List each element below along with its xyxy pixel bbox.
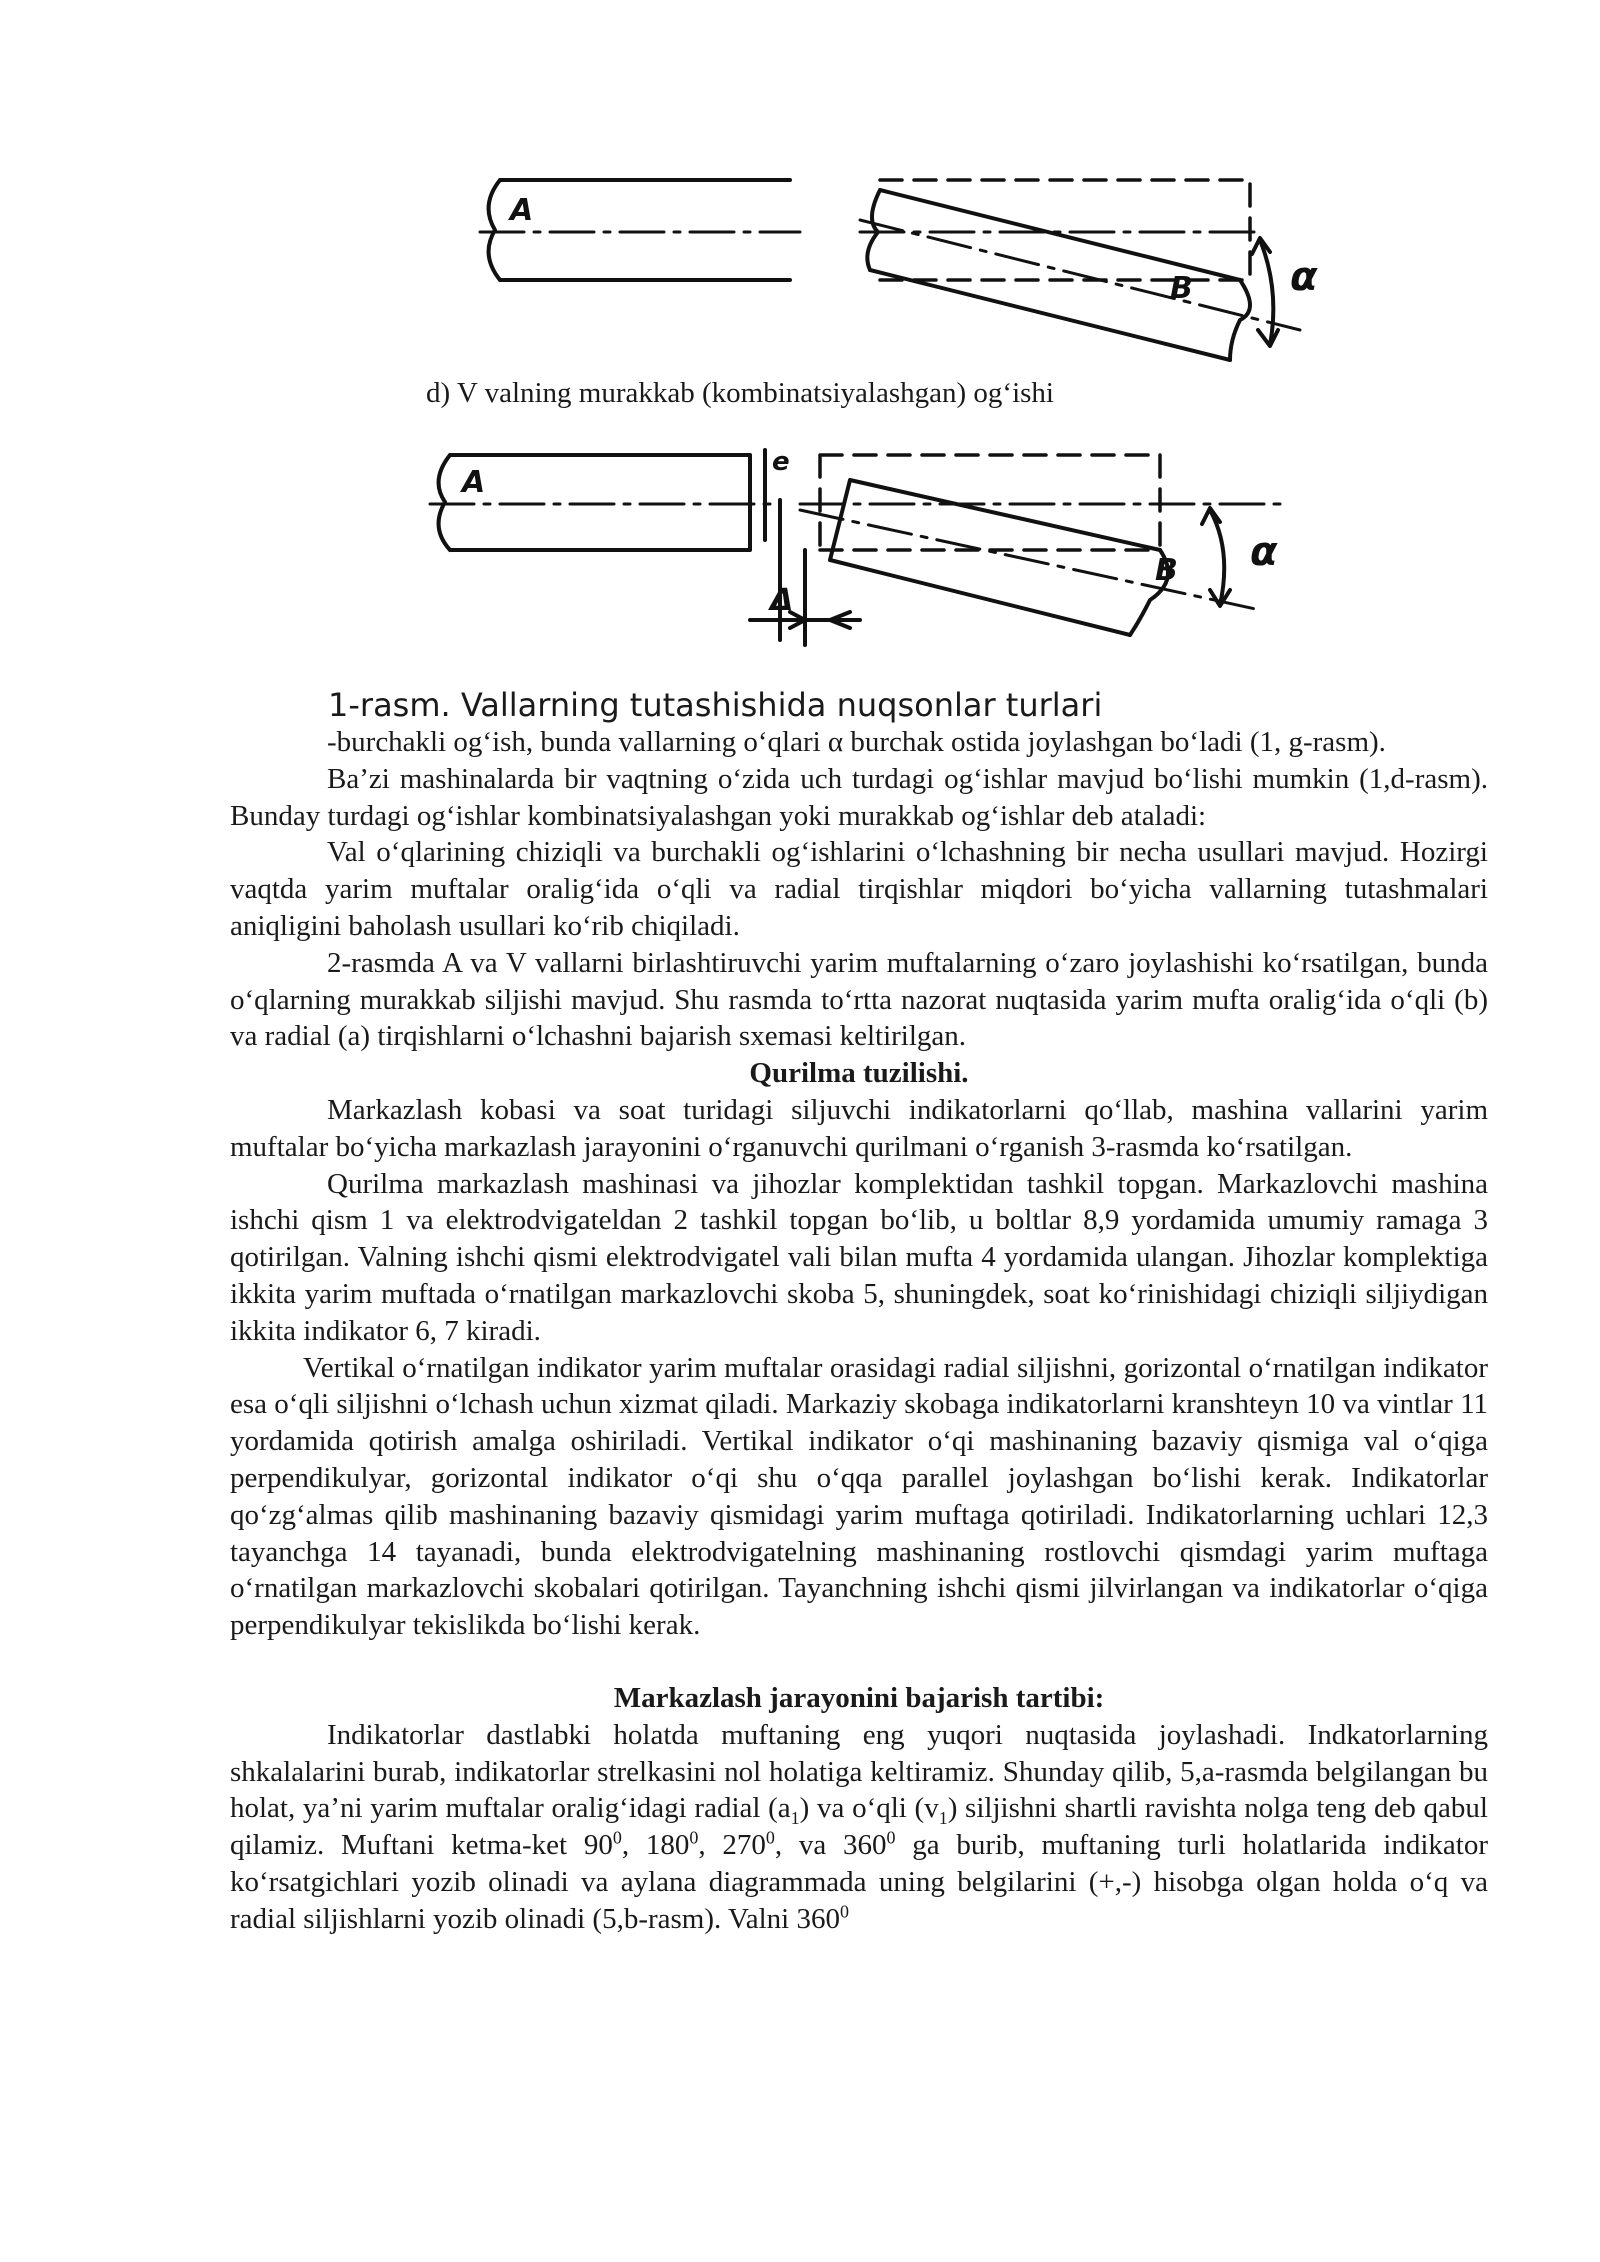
shaft-b-break bbox=[1230, 280, 1250, 360]
shaft-b-centerline bbox=[800, 510, 1260, 610]
shaft-a-outline bbox=[489, 180, 790, 280]
label-e: e bbox=[772, 447, 790, 477]
label-b: B bbox=[1155, 553, 1178, 588]
paragraph-1: -burchakli og‘ish, bunda vallarning o‘qlari α burchak ostida joylashgan bo‘ladi (1, g-rasm). bbox=[327, 726, 1386, 758]
label-a: A bbox=[462, 465, 486, 500]
paragraph-8: Indikatorlar dastlabki holatda muftaning eng yuqori nuqtasida joylashadi. Indkatorlarning shkalalarini burab, indikatorlar strelkasini nol holatiga keltiramiz. Shunday qilib, 5,a-rasmda belgilangan bu holat, ya’ni yarim muftalar oralig‘idagi radial $(a_1)$ va o‘qli $(v_1)$ siljishni shartli ravishta nolga teng deb qabul qilamiz. Muftani ketma-ket $90^0$, $180^0$, $270^0$, va $360^0$ ga burib, muftaning turli holatlarida indikator ko‘rsatgichlari yozib olinadi va aylana diagrammada uning belgilarini (+,-) hisobga olgan holda o‘q va radial siljishlarni yozib olinadi (5,b-rasm). Valni $360^0$ bbox=[230, 1718, 1489, 1935]
heading-procedure: Markazlash jarayonini bajarish tartibi: bbox=[613, 1681, 1105, 1714]
label-a: A bbox=[510, 193, 534, 228]
label-alpha: α bbox=[1290, 254, 1318, 300]
figure-bottom-drawing bbox=[420, 440, 1300, 670]
paragraph-5: Markazlash kobasi va soat turidagi siljuvchi indikatorlarni qo‘llab, mashina vallarini yarim muftalar bo‘yicha markazlash jarayonini o‘rganuvchi qurilmani o‘rganish 3-rasmda ko‘rsatilgan. bbox=[230, 1093, 1488, 1163]
figure-bottom bbox=[420, 440, 1300, 670]
paragraph-4: 2-rasmda A va V vallarni birlashtiruvchi yarim muftalarning o‘zaro joylashishi ko‘rsatilgan, bunda o‘qlarning murakkab siljishi mavjud. Shu rasmda to‘rtta nazorat nuqtasida yarim mufta oralig‘ida o‘qli (b) va radial (a) tirqishlarni o‘lchashni bajarish sxemasi keltirilgan. bbox=[230, 946, 1488, 1053]
shaft-b-reference bbox=[880, 180, 1250, 280]
body-text bbox=[230, 724, 1488, 1938]
paragraph-2: Ba’zi mashinalarda bir vaqtning o‘zida uch turdagi og‘ishlar mavjud bo‘lishi mumkin (1,d-rasm). Bunday turdagi og‘ishlar kombinatsiyalashgan yoki murakkab og‘ishlar deb ataladi: bbox=[230, 762, 1488, 832]
paragraph-6: Qurilma markazlash mashinasi va jihozlar komplektidan tashkil topgan. Markazlovchi mashina ishchi qism 1 va elektrodvigateldan 2 tashkil topgan bo‘lib, u boltlar 8,9 yordamida umumiy ramaga 3 qotirilgan. Valning ishchi qismi elektrodvigatel vali bilan mufta 4 yordamida ulangan. Jihozlar komplektiga ikkita yarim muftada o‘rnatilgan markazlovchi skoba 5, shuningdek, soat ko‘rinishidagi chiziqli siljiydigan ikkita indikator 6, 7 kiradi. bbox=[230, 1167, 1488, 1347]
angle-arrow-bottom bbox=[1258, 330, 1278, 346]
figure-top-drawing bbox=[470, 170, 1330, 380]
label-delta: Δ bbox=[770, 583, 794, 618]
angle-arc bbox=[1260, 240, 1273, 345]
label-b: B bbox=[1170, 271, 1193, 306]
paragraph-7: Vertikal o‘rnatilgan indikator yarim muftalar orasidagi radial siljishni, gorizontal o‘rnatilgan indikator esa o‘qli siljishni o‘lchash uchun xizmat qiladi. Markaziy skobaga indikatorlarni kranshteyn 10 va vintlar 11 yordamida qotirish amalga oshiriladi. Vertikal indikator o‘qi mashinaning bazaviy qismiga val o‘qiga perpendikulyar, gorizontal indikator o‘qi shu o‘qqa parallel joylashgan bo‘lishi kerak. Indikatorlar qo‘zg‘almas qilib mashinaning bazaviy qismidagi yarim muftaga qotiriladi. Indikatorlarning uchlari 12,3 tayanchga 14 tayanadi, bunda elektrodvigatelning mashinaning rostlovchi qismdagi yarim muftaga o‘rnatilgan markazlovchi skobalari qotirilgan. Tayanchning ishchi qismi jilvirlangan va indikatorlar o‘qiga perpendikulyar tekislikda bo‘lishi kerak. bbox=[230, 1351, 1488, 1642]
paragraph-3: Val o‘qlarining chiziqli va burchakli og‘ishlarini o‘lchashning bir necha usullari mavjud. Hozirgi vaqtda yarim muftalar oralig‘ida o‘qli va radial tirqishlar miqdori bo‘yicha vallarning tutashmalari aniqligini baholash usullari ko‘rib chiqiladi. bbox=[230, 836, 1488, 942]
caption-d: d) V valning murakkab (kombinatsiyalashgan) og‘ishi bbox=[426, 377, 1054, 409]
figure-title: 1-rasm. Vallarning tutashishida nuqsonlar turlari bbox=[328, 686, 1103, 724]
label-alpha: α bbox=[1250, 529, 1278, 575]
heading-device-structure: Qurilma tuzilishi. bbox=[749, 1057, 969, 1090]
shaft-b-centerline bbox=[860, 220, 1300, 330]
figure-top bbox=[470, 170, 1330, 380]
